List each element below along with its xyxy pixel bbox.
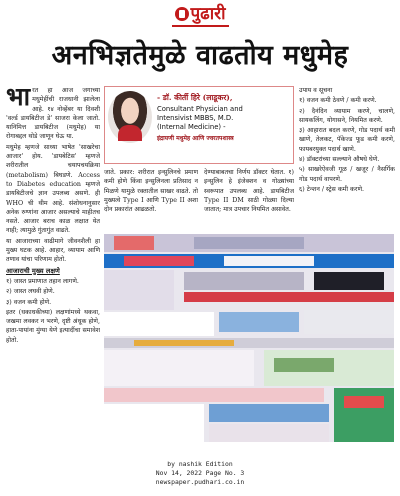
paragraph: मधुमेह म्हणजे साध्या भाषेत 'साखरेचा आजार' होय. 'डायबेटिस' म्हणजे शरीरातील चयापचयक्रिया (metabolism) बिघडणे. Access to Diabetes education म्हणजे डायबिटीजचे ज्ञान उपलब्ध असणे. ही WHO ची थीम आहे. संशोधनानुसार अनेक रुग्णांना आजार असल्याचे माहीतच नसते. आजार बराच काळ लक्षात येत नाही; त्यामुळे गुंतागुंत वाढते. <box>6 143 100 235</box>
image-blur-block <box>124 256 194 266</box>
paragraph: १) वजन कमी ठेवणे / कमी करणे. <box>299 97 377 105</box>
author-credential: Intensivist MBBS, M.D. <box>157 114 234 122</box>
author-hospital: इंद्रायणी मधुमेह आणि ज्वरतपशास्त्र <box>157 135 234 142</box>
footer-url[interactable]: newspaper.pudhari.co.in <box>155 478 245 486</box>
footer-date-page: Nov 14, 2022 Page No. 3 <box>155 469 245 477</box>
doctor-portrait-icon <box>108 91 152 143</box>
article-headline: अनभिज्ञतेमुळे वाढतोय मधुमेह <box>51 40 349 71</box>
image-blur-block <box>224 256 314 266</box>
image-blur-block <box>219 312 299 332</box>
paragraph: या आजाराच्या वाढीमागे जीवनशैली हा मुख्य घटक आहे. आहार, व्यायाम आणि तणाव यांचा परिणाम होतो. <box>6 237 100 264</box>
paragraph: २) जास्त लघवी होणे. <box>6 288 55 296</box>
author-credential: (Internal Medicine) - <box>157 123 226 131</box>
image-blur-block <box>209 404 329 422</box>
footer-edition: by nashik Edition <box>167 460 233 468</box>
pixelated-infographic-image <box>104 234 394 442</box>
image-blur-block <box>104 404 204 442</box>
article-column-2 <box>104 168 198 231</box>
image-blur-block <box>104 312 214 336</box>
edition-footer <box>0 460 400 487</box>
paragraph: देण्याबाबतचा निर्णय डॉक्टर घेतात. १) इन्सुलिन हे इंजेक्शन व गोळ्यांच्या स्वरूपात उपलब्ध आहे. डायबिटीज Type II DM साठी गोळ्या दिल्या जातात; मात्र उपचार नियमित असावेत. <box>204 169 294 214</box>
paragraph: ३) वजन कमी होणे. <box>6 298 52 306</box>
paragraph: ५) साखरेऐवजी गूळ / खजूर / नैसर्गिक गोड पदार्थ वापरणे. <box>299 166 395 183</box>
image-blur-block <box>114 236 154 250</box>
paragraph: १) जास्त प्रमाणात तहान लागणे. <box>6 277 79 285</box>
image-blur-block <box>104 270 174 310</box>
newspaper-logo[interactable] <box>172 4 229 27</box>
author-name: - डॉ. कीर्ती हिरे (लाडूकर), <box>157 93 233 102</box>
image-blur-block <box>209 424 329 442</box>
image-blur-block <box>344 396 384 408</box>
article-column-3 <box>204 168 294 228</box>
image-blur-block <box>304 310 394 334</box>
image-blur-block <box>194 237 304 249</box>
paragraph: उपाय व सूचना <box>299 87 333 94</box>
image-blur-block <box>314 272 384 290</box>
logo-text: पुढारी <box>190 4 226 24</box>
image-blur-block <box>104 388 324 402</box>
paragraph: जाते. प्रकार: शरीरात इन्सुलिनचे प्रमाण कमी होणे किंवा इन्सुलिनला प्रतिसाद न मिळणे यामुळे रक्तातील साखर वाढते. तो मुख्यत्वे Type I आणि Type II अशा दोन प्रकारांत आढळतो. <box>104 169 198 214</box>
paragraph: ३) आहारात बदल करणे, गोड पदार्थ कमी खाणे, तेलकट, पॅकेज्ड फूड कमी करणे, फायबरयुक्त पदार्थ खाणे. <box>299 127 395 153</box>
author-box <box>104 86 294 164</box>
newspaper-logo-mark-icon <box>175 7 189 21</box>
image-blur-block <box>104 350 254 386</box>
image-blur-block <box>134 340 234 346</box>
paragraph: ६) टेन्शन / स्ट्रेस कमी करणे. <box>299 185 365 193</box>
masthead <box>0 4 400 32</box>
image-blur-block <box>274 358 334 372</box>
paragraph: रत हा आज जगाच्या मधुमेहींची राजधानी झालेला आहे. १४ नोव्हेंबर या दिवशी 'वर्ल्ड डायबिटीज डे' साजरा केला जातो. यानिमित्त डायबिटीज (मधुमेह) या रोगाबद्दल थोडे जाणून घेऊ या. <box>6 87 100 141</box>
article-column-4 <box>299 86 395 244</box>
paragraph: इतर (धकाधकीच्या) लक्षणांमध्ये थकवा, जखमा लवकर न भरणे, दृष्टी अंधूक होणे, हाता-पायांना मुंग्या येणे इत्यादींचा समावेश होतो. <box>6 308 100 344</box>
paragraph: २) दैनंदिन व्यायाम करणे, चालणे, सायकलिंग, योगासने, नियमित करणे. <box>299 107 395 124</box>
image-blur-block <box>184 272 304 290</box>
image-blur-block <box>184 292 394 302</box>
author-credential: Consultant Physician and <box>157 105 243 113</box>
drop-cap: भा <box>6 86 31 111</box>
article-column-1 <box>6 86 100 458</box>
paragraph: ४) डॉक्टरांच्या सल्ल्याने औषधे घेणे. <box>299 156 380 164</box>
section-subheading: आजाराची मुख्य लक्षणे <box>6 266 60 275</box>
